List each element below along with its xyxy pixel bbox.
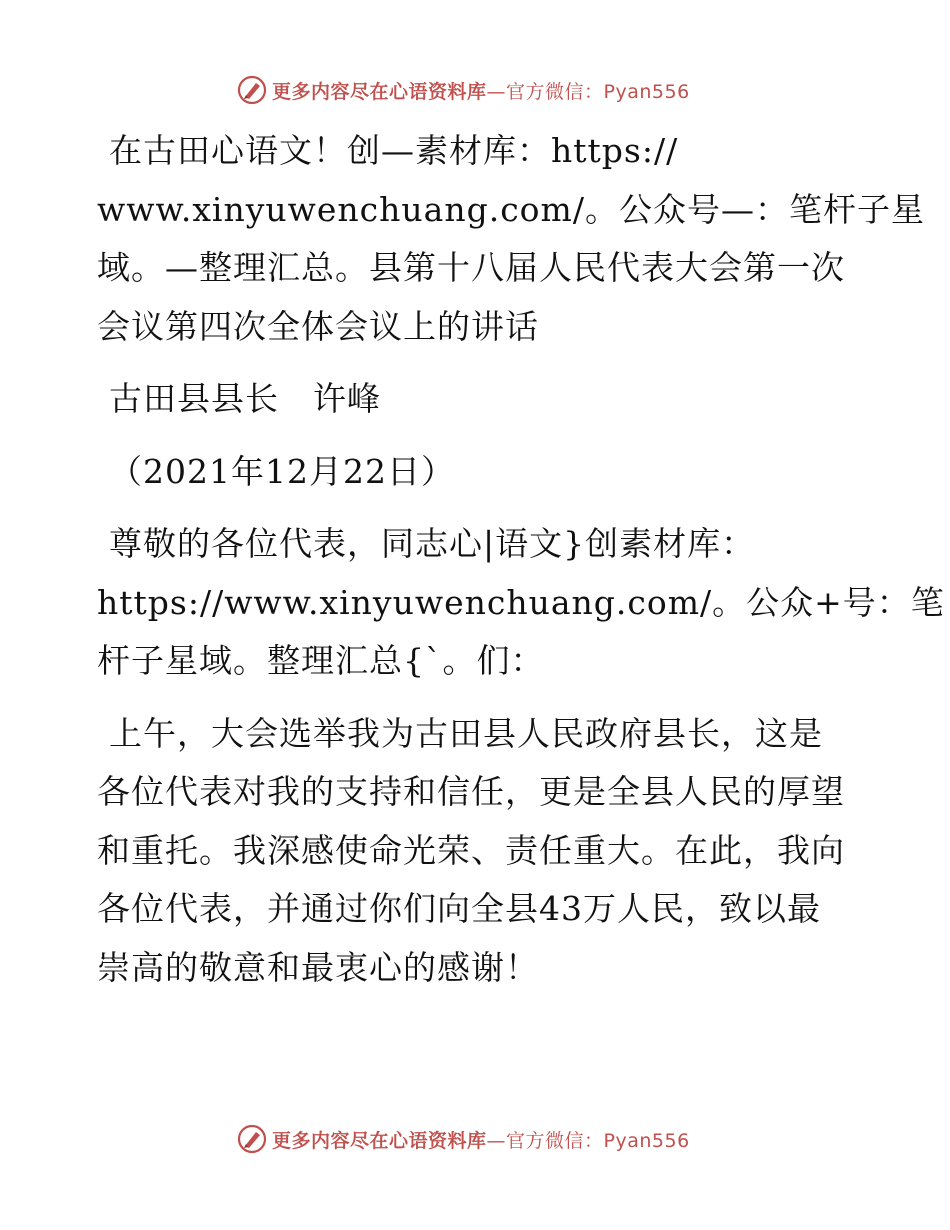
header-watermark bbox=[236, 73, 690, 107]
paragraph bbox=[97, 443, 857, 502]
paragraph bbox=[97, 515, 945, 691]
watermark-text-rest: —官方微信：Pyan556 bbox=[486, 80, 690, 103]
paragraph bbox=[97, 122, 925, 356]
paragraph-line: 域。—整理汇总。县第十八届人民代表大会第一次 bbox=[97, 248, 845, 287]
document-body bbox=[97, 122, 945, 1011]
paragraph-line: 尊敬的各位代表，同志心|语文}创素材库： bbox=[109, 524, 756, 563]
watermark-text bbox=[272, 77, 690, 104]
watermark-text bbox=[272, 1126, 690, 1153]
paragraph-line: 上午，大会选举我为古田县人民政府县长，这是 bbox=[109, 713, 823, 753]
paragraph-line: 各位代表，并通过你们向全县43万人民，致以最 bbox=[97, 889, 821, 928]
paragraph-line: https://www.xinyuwenchuang.com/。公众+号：笔 bbox=[97, 582, 945, 622]
footer-watermark bbox=[236, 1122, 690, 1156]
paragraph-line: 会议第四次全体会议上的讲话 bbox=[97, 306, 539, 346]
paragraph-line: （2021年12月22日） bbox=[109, 451, 455, 491]
paragraph-line: 杆子星域。整理汇总{`。们： bbox=[97, 641, 545, 680]
pen-logo-icon bbox=[236, 1123, 268, 1155]
paragraph-line: 古田县县长 许峰 bbox=[109, 379, 381, 418]
paragraph-line: 各位代表对我的支持和信任，更是全县人民的厚望 bbox=[97, 772, 845, 811]
watermark-text-rest: —官方微信：Pyan556 bbox=[486, 1129, 690, 1152]
paragraph-line: 在古田心语文！创—素材库：https:// bbox=[109, 131, 679, 170]
paragraph bbox=[97, 705, 857, 998]
paragraph-line: 和重托。我深感使命光荣、责任重大。在此，我向 bbox=[97, 830, 845, 870]
pen-logo-icon bbox=[236, 74, 268, 106]
paragraph-line: 崇高的敬意和最衷心的感谢！ bbox=[97, 947, 539, 987]
paragraph-line: www.xinyuwenchuang.com/。公众号—：笔杆子星 bbox=[97, 189, 925, 229]
watermark-text-bold: 更多内容尽在心语资料库 bbox=[272, 1129, 487, 1152]
watermark-text-bold: 更多内容尽在心语资料库 bbox=[272, 80, 487, 103]
paragraph bbox=[97, 370, 857, 429]
